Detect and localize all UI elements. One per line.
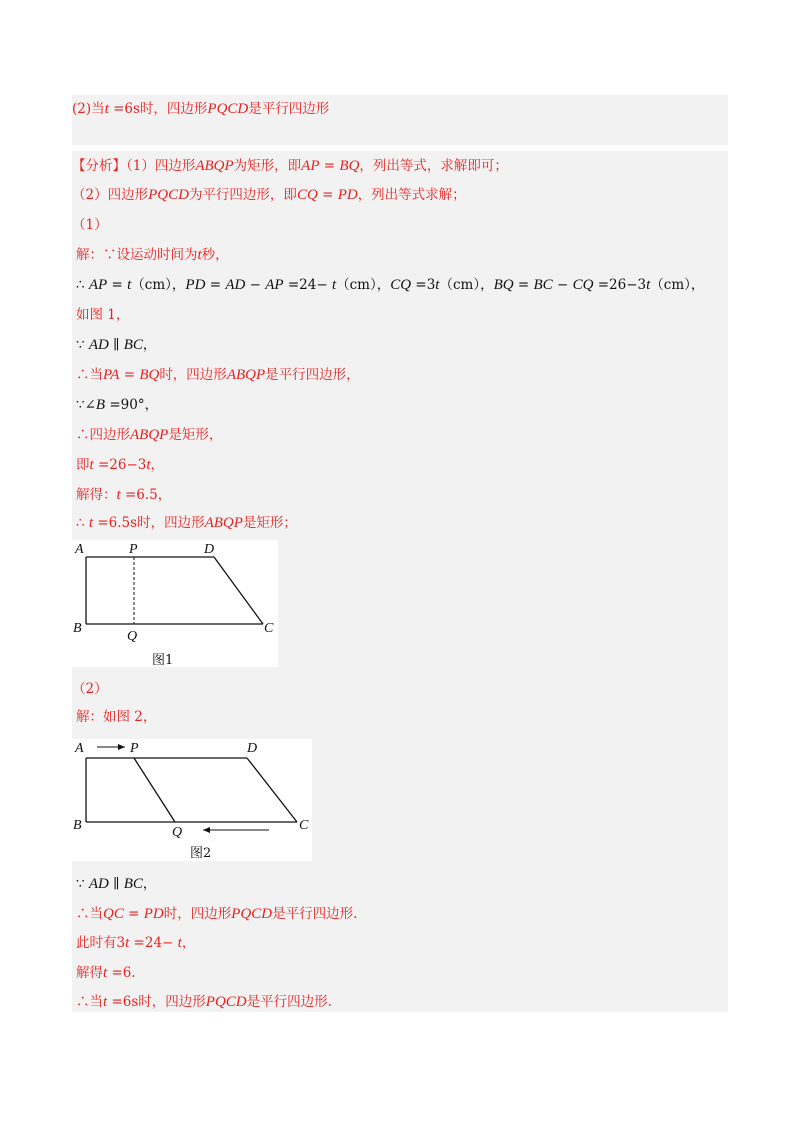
part1-step-1: 解：∵设运动时间为t秒， [76,247,229,263]
part1-step-4: ∵ AD ∥ BC， [76,337,157,353]
part2-step-4: 此时有3t =24− t， [76,935,196,951]
segment-pq [134,758,175,822]
analysis-line-2: （2）四边形PQCD为平行四边形，即CQ = PD，列出等式求解； [72,187,466,203]
vertex-b-label: B [73,621,82,636]
analysis-line-1: 【分析】（1）四边形ABQP为矩形，即AP = BQ，列出等式，求解即可； [72,158,508,174]
vertex-a-label: A [75,741,84,756]
vertex-p-label: P [129,542,138,557]
part2-step-2: ∵ AD ∥ BC， [76,876,157,892]
part2-label: （2） [72,681,108,697]
vertex-a-label: A [75,542,84,557]
part1-step-9: 解得：t =6.5， [76,487,172,503]
part1-step-2: ∴ AP = t（cm），PD = AD − AP =24− t（cm），CQ =3t（cm），BQ = BC − CQ =26−3t（cm）， [76,277,705,293]
arrow-left-head-icon [203,827,210,833]
part1-step-5: ∴当PA = BQ时，四边形ABQP是平行四边形， [76,367,360,383]
part1-step-8: 即t =26−3t， [76,457,165,473]
arrow-right-head-icon [118,744,125,750]
vertex-p-label: P [130,741,139,756]
part1-step-10: ∴ t =6.5s时，四边形ABQP是矩形； [76,515,297,531]
part2-step-3: ∴当QC = PD时，四边形PQCD是平行四边形. [76,906,358,922]
vertex-q-label: Q [172,825,183,840]
part1-label: （1） [72,217,108,233]
part2-step-6: ∴当t =6s时，四边形PQCD是平行四边形. [76,994,332,1010]
figure-1-caption: 图1 [152,653,174,667]
vertex-q-label: Q [127,629,138,644]
vertex-d-label: D [204,542,215,557]
part2-step-1: 解：如图 2， [76,709,157,725]
vertex-c-label: C [299,818,309,833]
vertex-c-label: C [264,621,274,636]
figure-1 [72,540,278,667]
answer-line-2: (2)当t =6s时，四边形PQCD是平行四边形 [72,101,330,117]
vertex-d-label: D [247,741,258,756]
part1-step-6: ∵∠B =90°， [76,397,159,413]
part2-step-5: 解得t =6. [76,965,136,981]
part1-step-3: 如图 1， [76,307,130,323]
part1-step-7: ∴四边形ABQP是矩形， [76,427,223,443]
figure-2 [72,739,312,861]
vertex-b-label: B [73,818,82,833]
figure-2-caption: 图2 [190,846,212,861]
segment-dc [214,557,263,624]
segment-dc [247,758,297,822]
